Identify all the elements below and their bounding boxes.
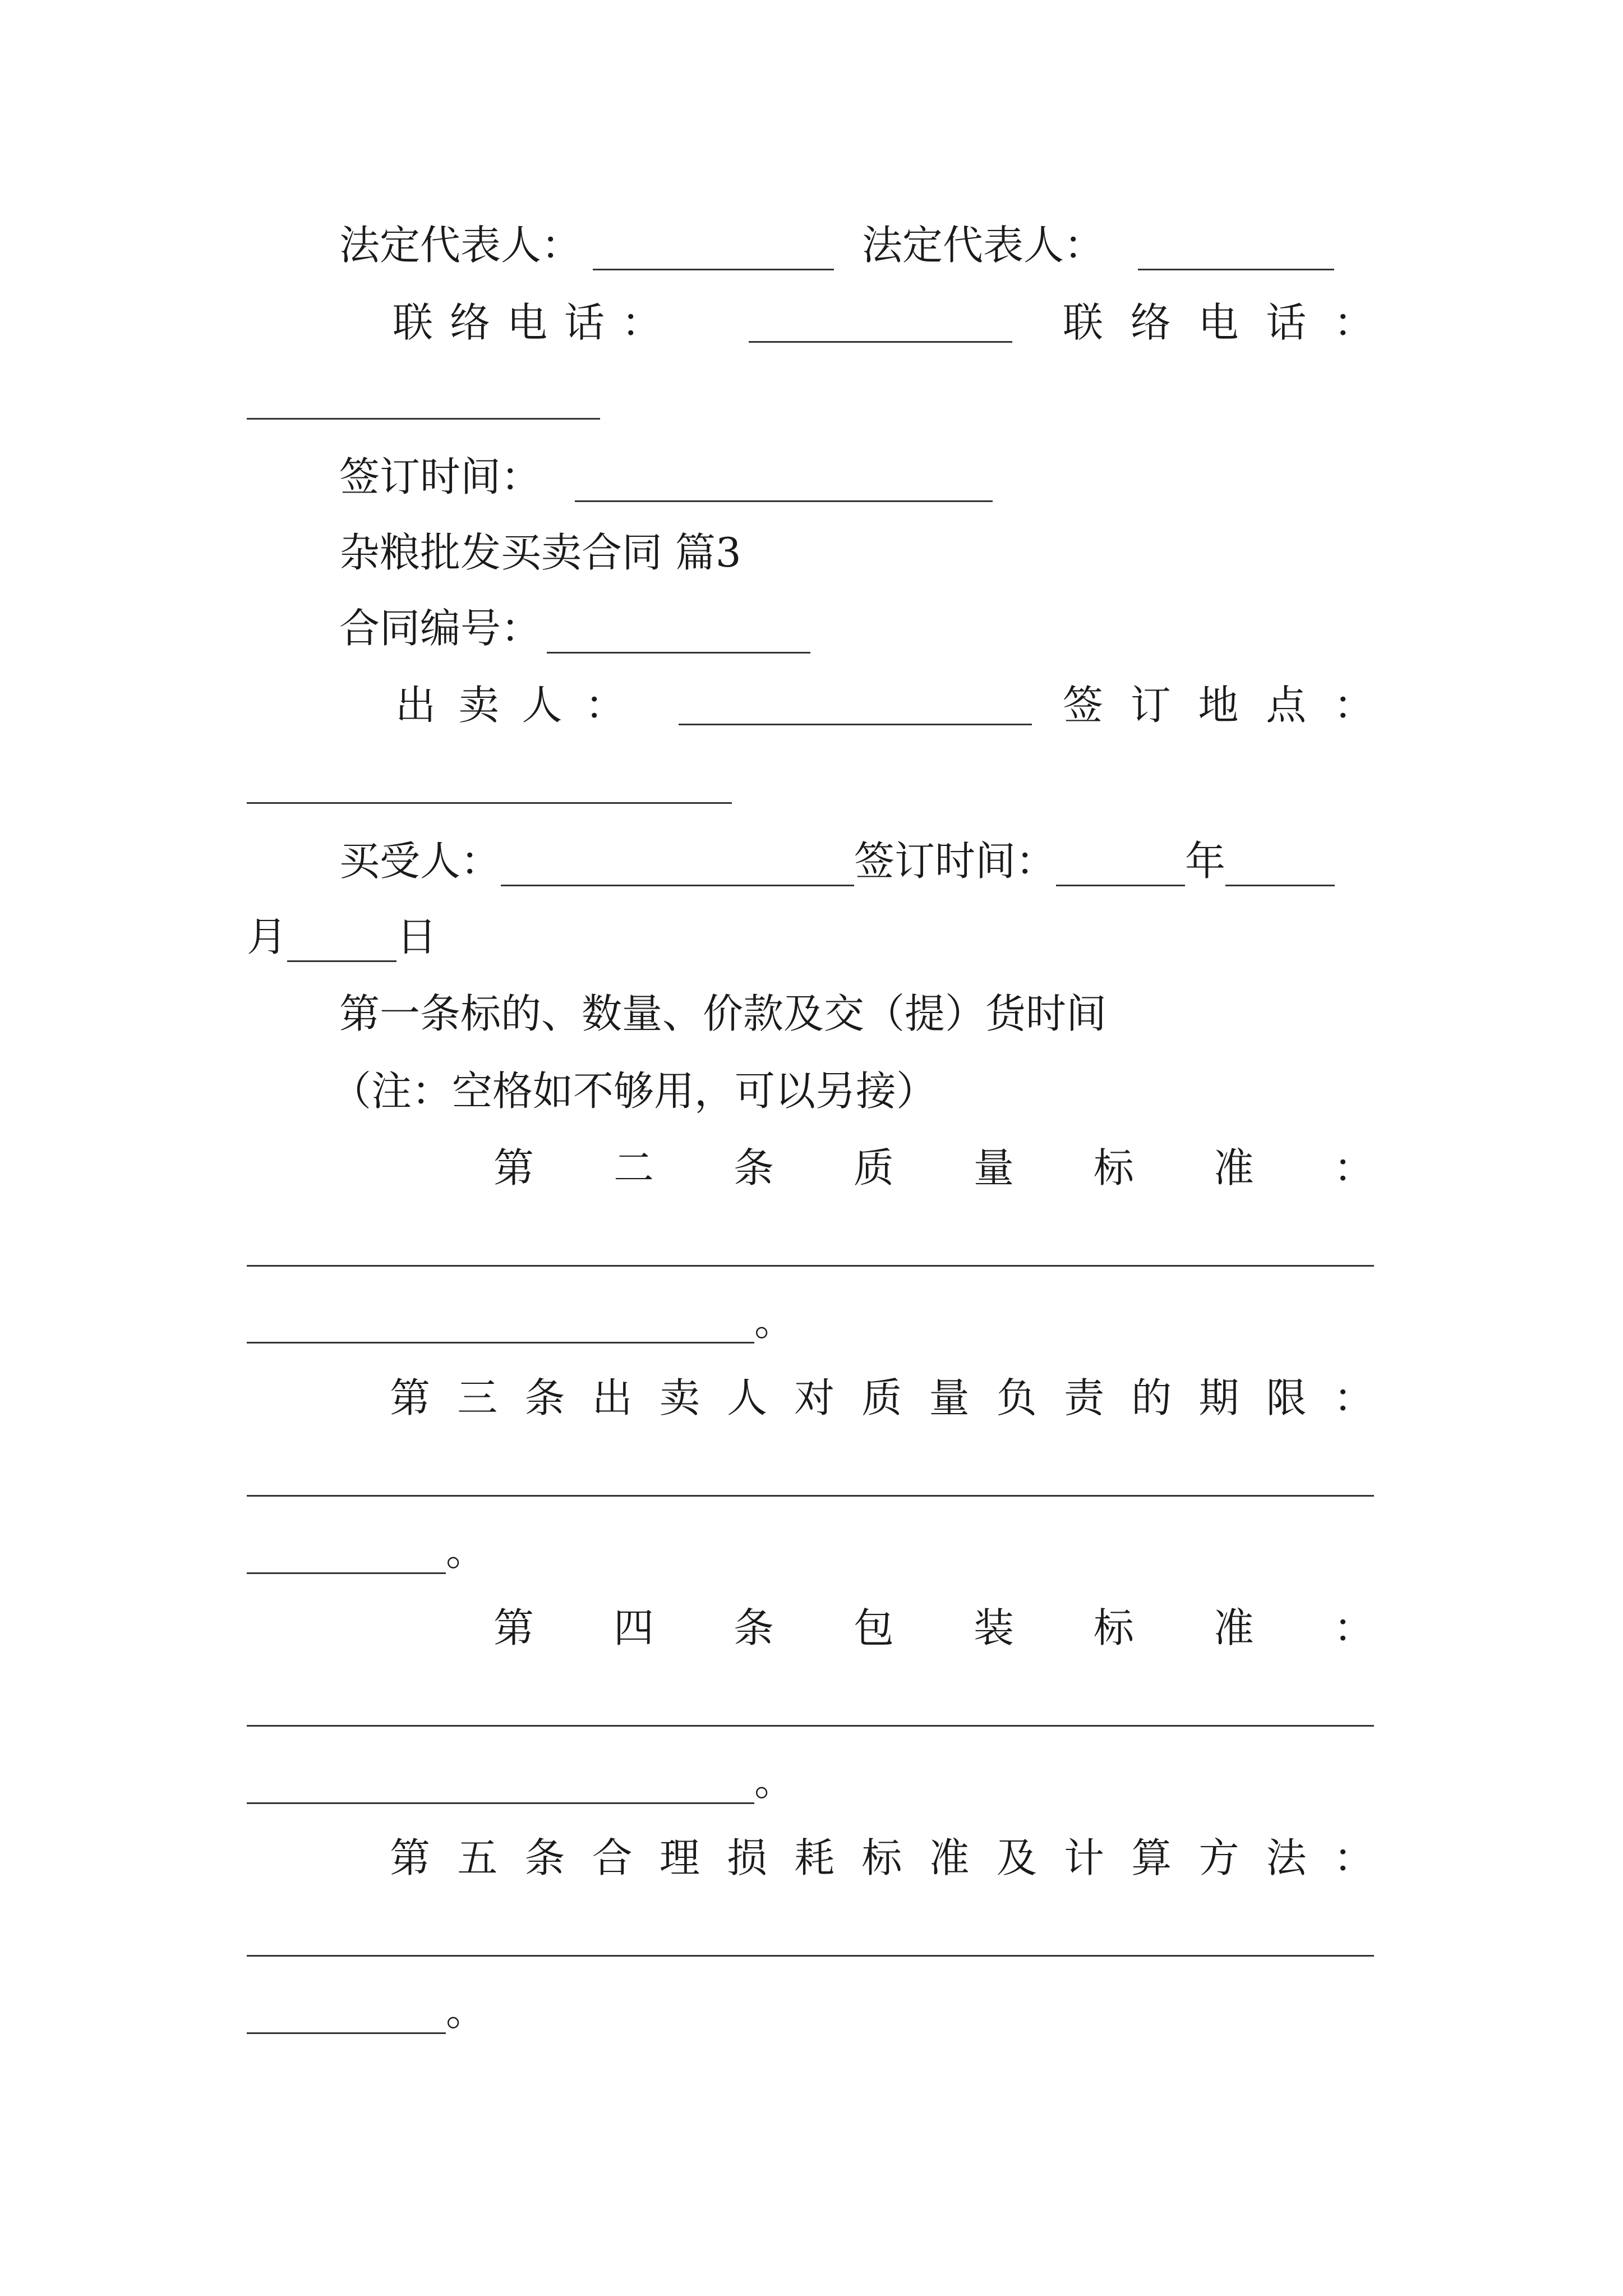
sign-time-label: 签订时间： [339, 453, 542, 500]
note-line: （注：空格如不够用，可以另接） [331, 1068, 937, 1115]
sign-time2-label: 签订时间： [854, 838, 1057, 885]
sign-time-field[interactable] [575, 461, 993, 502]
article-2-label: 第 二 条 质 量 标 准 ： [494, 1144, 1374, 1191]
article-3-label: 第 三 条 出 卖 人 对 质 量 负 责 的 期 限 ： [390, 1374, 1374, 1421]
phone-label-b: 联 络 电 话 ： [1063, 299, 1374, 346]
contract-no-field[interactable] [547, 613, 810, 654]
day-field[interactable] [287, 921, 396, 962]
month-day-line [247, 912, 437, 962]
section-title: 杂粮批发买卖合同 篇3 [339, 529, 741, 576]
sign-time-line [339, 452, 993, 502]
month-label: 月 [247, 913, 288, 960]
article-1: 第一条标的、数量、价款及交（提）货时间 [339, 990, 1107, 1037]
seller-label: 出 卖 人 ： [395, 682, 625, 729]
day-label: 日 [396, 913, 437, 960]
buyer-line [339, 836, 1335, 886]
article-5-label: 第 五 条 合 理 损 耗 标 准 及 计 算 方 法 ： [390, 1834, 1374, 1881]
sign-place-label: 签 订 地 点 ： [1063, 682, 1374, 729]
buyer-field[interactable] [501, 845, 854, 886]
month-field-a[interactable] [1225, 845, 1335, 886]
legal-rep-line [339, 220, 1334, 270]
article-2-field-line1[interactable] [247, 1265, 1374, 1267]
article-3-period: 。 [446, 1527, 487, 1575]
article-4-label: 第 四 条 包 装 标 准 ： [494, 1604, 1374, 1651]
seller-field[interactable] [679, 724, 1032, 725]
phone-label-a: 联 络 电 话 ： [393, 299, 662, 346]
legal-rep-label-a: 法定代表人： [339, 222, 582, 269]
article-5-field-line1[interactable] [247, 1955, 1374, 1957]
legal-rep-field-a[interactable] [593, 229, 834, 270]
article-3-field-line1[interactable] [247, 1495, 1374, 1497]
article-3-field-line2[interactable] [247, 1572, 446, 1574]
article-5-field-line2[interactable] [247, 2032, 446, 2034]
phone-field-b[interactable] [247, 418, 600, 420]
phone-field-a[interactable] [749, 341, 1012, 343]
legal-rep-field-b[interactable] [1138, 229, 1334, 270]
article-4-period: 。 [754, 1757, 795, 1805]
article-5-period: 。 [446, 1987, 487, 2035]
article-2-field-line2[interactable] [247, 1342, 754, 1343]
article-4-field-line2[interactable] [247, 1802, 754, 1804]
year-field[interactable] [1056, 845, 1185, 886]
legal-rep-label-b: 法定代表人： [862, 222, 1105, 269]
sign-place-field[interactable] [247, 802, 732, 804]
year-label: 年 [1185, 838, 1226, 885]
article-2-period: 。 [754, 1297, 795, 1345]
buyer-label: 买受人： [339, 838, 501, 885]
contract-no-line [339, 603, 810, 654]
contract-no-label: 合同编号： [339, 605, 542, 652]
article-4-field-line1[interactable] [247, 1725, 1374, 1727]
